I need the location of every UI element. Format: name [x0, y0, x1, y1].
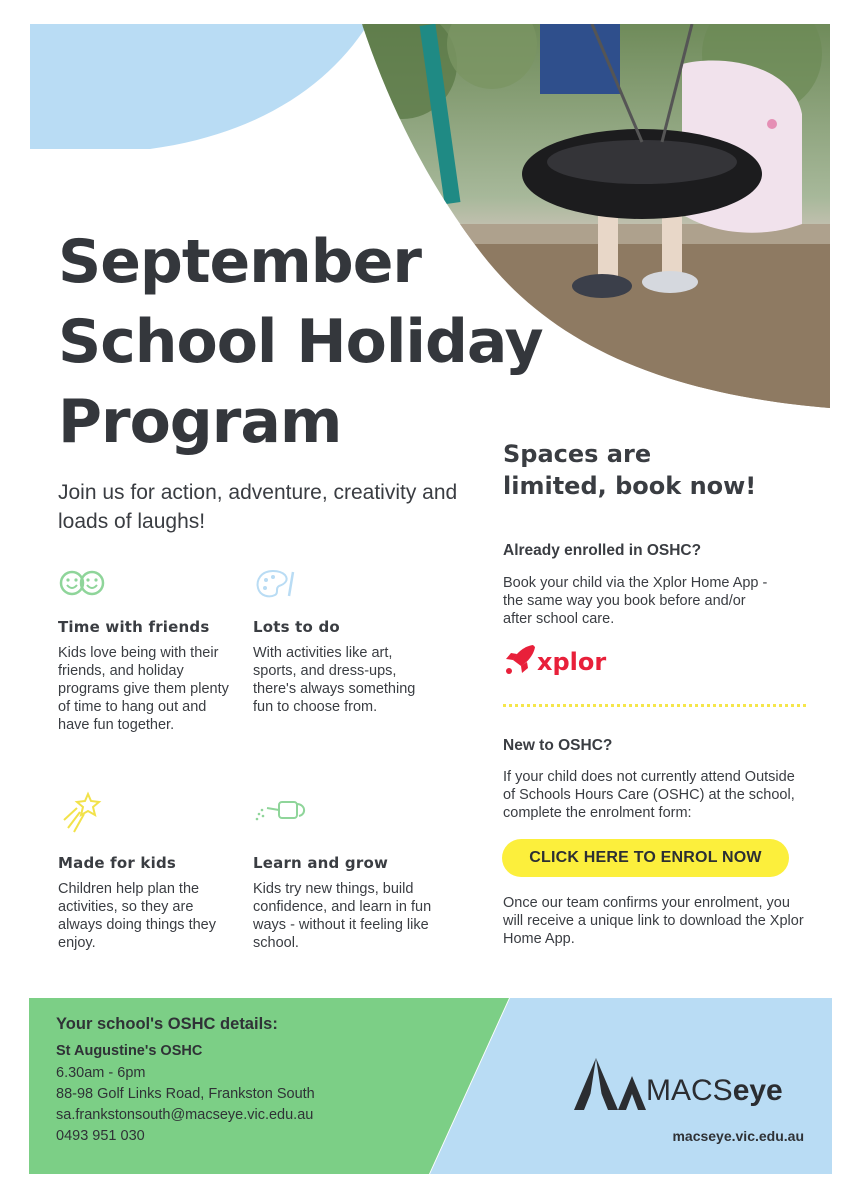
page-title — [58, 222, 578, 462]
xplor-logo — [503, 642, 633, 678]
subtitle: Join us for action, adventure, creativity and loads of laughs! — [58, 481, 458, 533]
feature-time-with-friends — [58, 568, 238, 734]
feature-made-for-kids — [58, 790, 238, 952]
feature-text: Children help plan the activities, so they are always doing things they enjoy. — [58, 881, 216, 951]
title-line-3: Program — [58, 387, 342, 457]
feature-heading: Time with friends — [58, 618, 210, 636]
feature-heading: Learn and grow — [253, 854, 389, 872]
paint-palette-icon — [253, 568, 301, 608]
watering-can-icon — [253, 790, 301, 836]
booking-headline: Spaces are limited, book now! — [503, 440, 757, 500]
details-heading: Your school's OSHC details: — [56, 1015, 278, 1033]
enrolled-text: Book your child via the Xplor Home App - the same way you book before and/or after school care. — [503, 575, 768, 627]
website-url[interactable]: macseye.vic.edu.au — [672, 1128, 804, 1144]
feature-text: Kids love being with their friends, and holiday programs give them plenty of time to hang out and have fun together. — [58, 645, 229, 733]
macseye-logo — [574, 1056, 806, 1112]
oshc-address: 88-98 Golf Links Road, Frankston South — [56, 1086, 315, 1102]
feature-heading: Made for kids — [58, 854, 177, 872]
smiley-faces-icon — [58, 568, 106, 608]
confirm-text: Once our team confirms your enrolment, you will receive a unique link to download the Xplor Home App. — [503, 895, 804, 947]
booking-section — [503, 438, 813, 628]
feature-text: Kids try new things, build confidence, and learn in fun ways - without it feeling like school. — [253, 881, 432, 951]
svg-text:xplor: xplor — [537, 648, 607, 676]
dotted-divider — [503, 704, 806, 707]
shooting-star-icon — [58, 790, 106, 836]
feature-lots-to-do — [253, 568, 433, 716]
feature-learn-and-grow — [253, 790, 433, 952]
enrolled-heading: Already enrolled in OSHC? — [503, 542, 702, 559]
oshc-email[interactable]: sa.frankstonsouth@macseye.vic.edu.au — [56, 1107, 314, 1123]
oshc-details — [56, 1015, 456, 1147]
oshc-phone[interactable]: 0493 951 030 — [56, 1128, 145, 1144]
new-heading: New to OSHC? — [503, 737, 613, 754]
enrol-now-button[interactable]: CLICK HERE TO ENROL NOW — [502, 839, 789, 877]
title-line-2: School Holiday — [58, 307, 543, 377]
title-line-1: September — [58, 227, 421, 297]
rocket-icon — [506, 645, 535, 674]
feature-heading: Lots to do — [253, 618, 340, 636]
svg-text:MACSeye: MACSeye — [646, 1074, 783, 1107]
macs-mountain-icon — [574, 1058, 646, 1110]
feature-text: With activities like art, sports, and dress-ups, there's always something fun to choose from. — [253, 645, 416, 715]
new-text: If your child does not currently attend Outside of Schools Hours Care (OSHC) at the school, complete the enrolment form: — [503, 769, 795, 821]
oshc-name: St Augustine's OSHC — [56, 1043, 203, 1059]
oshc-hours: 6.30am - 6pm — [56, 1065, 146, 1081]
decorative-blue-shape — [30, 24, 390, 149]
